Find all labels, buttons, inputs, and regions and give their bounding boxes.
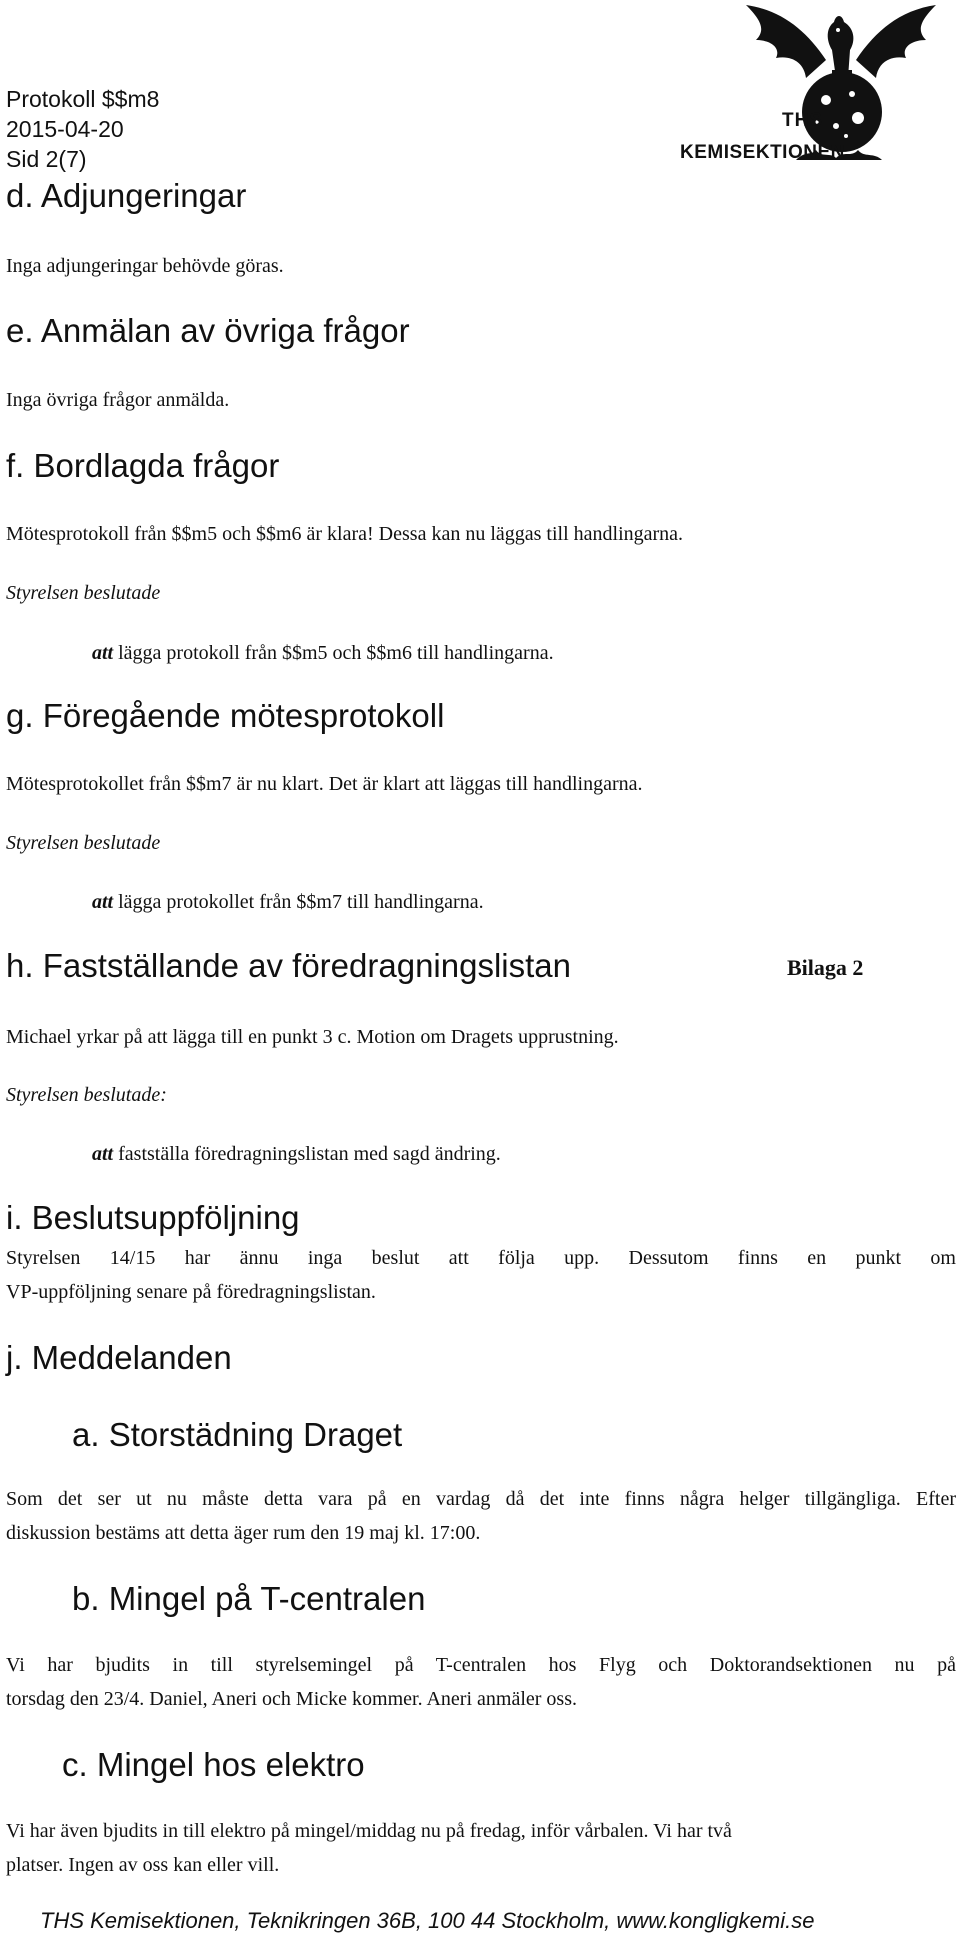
text-jb-line1: Vi har bjudits in till styrelsemingel på T-centralen hos Flyg och Doktorandsektionen nu på xyxy=(6,1654,956,1676)
text-h: Michael yrkar på att lägga till en punkt 3 c. Motion om Dragets upprustning. xyxy=(6,1026,619,1048)
resolution-g xyxy=(92,886,484,919)
logo-text-ths: THS xyxy=(782,110,823,131)
text-d: Inga adjungeringar behövde göras. xyxy=(6,255,284,277)
subheading-ja: a. Storstädning Draget xyxy=(72,1416,403,1453)
attachment-label: Bilaga 2 xyxy=(787,955,864,980)
subheading-jc: c. Mingel hos elektro xyxy=(62,1746,365,1783)
heading-j: j. Meddelanden xyxy=(6,1339,232,1376)
page-number: Sid 2(7) xyxy=(6,146,87,172)
text-i-line1: Styrelsen 14/15 har ännu inga beslut att följa upp. Dessutom finns en punkt om xyxy=(6,1247,956,1269)
protocol-title: Protokoll $$m8 xyxy=(6,86,160,112)
text-jc-line2: platser. Ingen av oss kan eller vill. xyxy=(6,1854,280,1876)
subheading-jb: b. Mingel på T-centralen xyxy=(72,1580,426,1617)
heading-e: e. Anmälan av övriga frågor xyxy=(6,312,410,349)
text-g: Mötesprotokollet från $$m7 är nu klart. Det är klart att läggas till handlingarna. xyxy=(6,773,643,795)
text-e: Inga övriga frågor anmälda. xyxy=(6,389,230,411)
protocol-date: 2015-04-20 xyxy=(6,116,124,142)
heading-g: g. Föregående mötesprotokoll xyxy=(6,697,445,734)
decided-h: Styrelsen beslutade: xyxy=(6,1084,167,1106)
logo-text-kemisektionen: KEMISEKTIONEN xyxy=(680,142,845,163)
ths-kemisektionen-logo xyxy=(680,0,960,170)
decided-g: Styrelsen beslutade xyxy=(6,832,161,854)
text-jb-line2: torsdag den 23/4. Daniel, Aneri och Micke kommer. Aneri anmäler oss. xyxy=(6,1688,577,1710)
page-footer: THS Kemisektionen, Teknikringen 36B, 100 44 Stockholm, www.kongligkemi.se xyxy=(40,1908,815,1933)
decided-f: Styrelsen beslutade xyxy=(6,582,161,604)
resolution-text: lägga protokoll från $$m5 och $$m6 till handlingarna. xyxy=(113,642,554,664)
text-jc-line1: Vi har även bjudits in till elektro på mingel/middag nu på fredag, inför vårbalen. Vi har två xyxy=(6,1820,732,1842)
text-f: Mötesprotokoll från $$m5 och $$m6 är klara! Dessa kan nu läggas till handlingarna. xyxy=(6,523,684,545)
resolution-text: lägga protokollet från $$m7 till handlingarna. xyxy=(113,891,484,913)
heading-h: h. Fastställande av föredragningslistan xyxy=(6,947,571,984)
resolution-f xyxy=(92,637,554,670)
heading-d: d. Adjungeringar xyxy=(6,177,247,214)
att-word: att xyxy=(92,642,114,664)
text-i-line2: VP-uppföljning senare på föredragningslistan. xyxy=(6,1281,376,1303)
heading-f: f. Bordlagda frågor xyxy=(6,447,280,484)
resolution-text: fastställa föredragningslistan med sagd ändring. xyxy=(113,1143,501,1165)
text-ja-line1: Som det ser ut nu måste detta vara på en vardag då det inte finns några helger tillgängliga. Efter xyxy=(6,1488,956,1510)
att-word: att xyxy=(92,1143,114,1165)
text-ja-line2: diskussion bestäms att detta äger rum den 19 maj kl. 17:00. xyxy=(6,1522,481,1544)
heading-i: i. Beslutsuppföljning xyxy=(6,1199,300,1236)
att-word: att xyxy=(92,891,114,913)
resolution-h xyxy=(92,1138,501,1171)
